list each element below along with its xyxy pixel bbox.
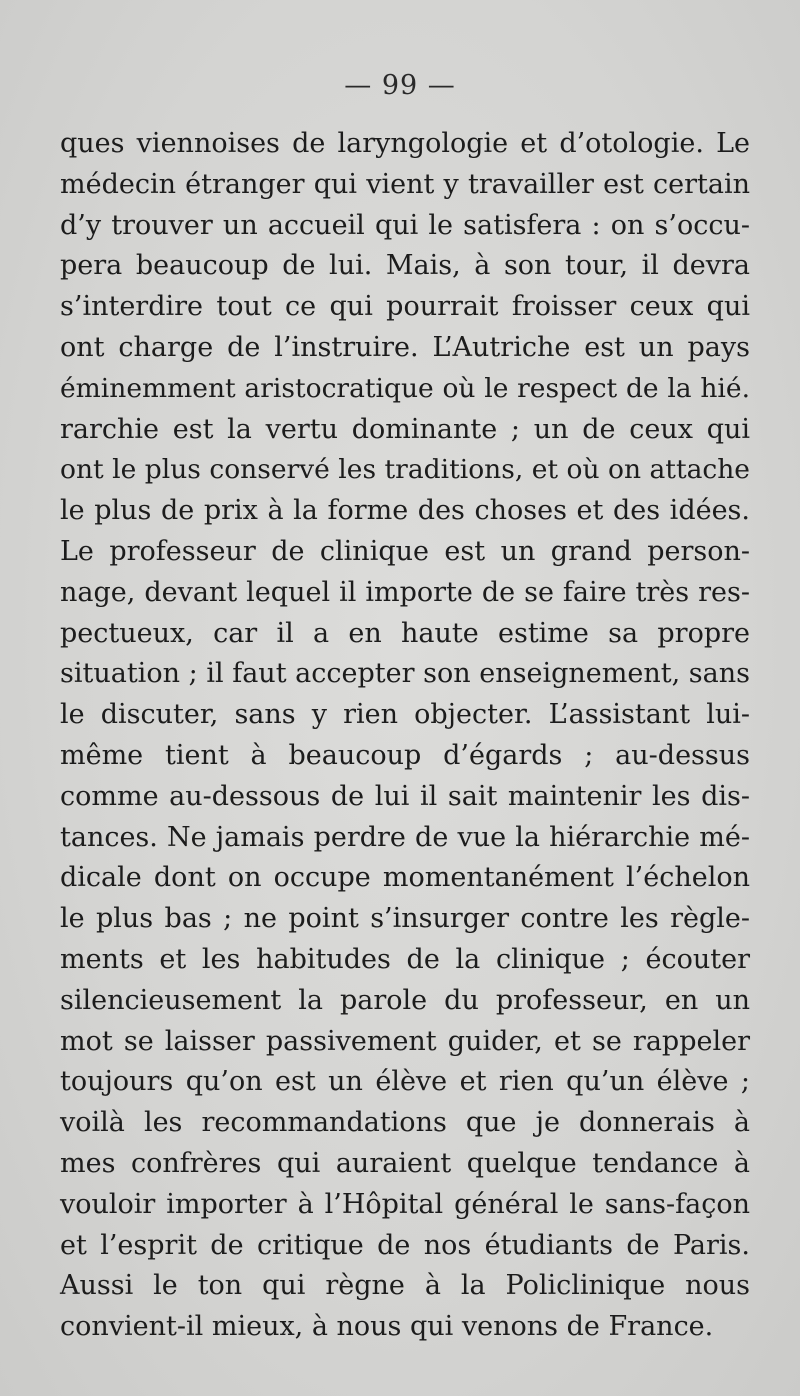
text-line: situation ; il faut accepter son enseignement, sans [60, 658, 750, 690]
text-line: pera beaucoup de lui. Mais, à son tour, il devra [60, 250, 750, 282]
text-line: vouloir importer à l’Hôpital général le sans-façon [60, 1188, 750, 1220]
text-line: silencieusement la parole du professeur, en un [60, 984, 750, 1016]
text-line: toujours qu’on est un élève et rien qu’un élève ; [60, 1066, 750, 1098]
text-line: le plus bas ; ne point s’insurger contre les règle- [60, 903, 750, 935]
text-line: mes confrères qui auraient quelque tendance à [60, 1147, 750, 1179]
text-line: voilà les recommandations que je donnerais à [60, 1107, 750, 1139]
text-line: Le professeur de clinique est un grand person- [60, 535, 750, 567]
text-line: le discuter, sans y rien objecter. L’assistant lui- [60, 699, 750, 731]
text-line: rarchie est la vertu dominante ; un de ceux qui [60, 413, 750, 445]
text-line: comme au-dessous de lui il sait maintenir les dis- [60, 780, 750, 812]
text-line: dicale dont on occupe momentanément l’échelon [60, 862, 750, 894]
text-line: d’y trouver un accueil qui le satisfera : on s’occu- [60, 209, 750, 241]
text-line: tances. Ne jamais perdre de vue la hiérarchie mé- [60, 821, 750, 853]
text-line: mot se laisser passivement guider, et se rappeler [60, 1025, 750, 1057]
text-line: médecin étranger qui vient y travailler est certain [60, 168, 750, 200]
text-line: nage, devant lequel il importe de se faire très res- [60, 576, 750, 608]
text-line: ont le plus conservé les traditions, et où on attache [60, 454, 750, 486]
text-line: ques viennoises de laryngologie et d’otologie. Le [60, 128, 750, 159]
page-number: — 99 — [344, 70, 456, 101]
text-line: s’interdire tout ce qui pourrait froisser ceux qui [60, 291, 750, 323]
text-line: même tient à beaucoup d’égards ; au-dessus [60, 739, 750, 771]
text-line: et l’esprit de critique de nos étudiants de Paris. [60, 1229, 750, 1261]
text-line: le plus de prix à la forme des choses et des idées. [60, 495, 750, 527]
text-line: Aussi le ton qui règne à la Policlinique nous [60, 1270, 750, 1302]
text-line: ments et les habitudes de la clinique ; écouter [60, 943, 750, 975]
text-line: éminemment aristocratique où le respect de la hié. [60, 372, 750, 404]
text-line: ont charge de l’instruire. L’Autriche est un pays [60, 331, 750, 363]
text-line: convient-il mieux, à nous qui venons de France. [60, 1311, 714, 1343]
body-text [60, 124, 750, 1348]
text-line: pectueux, car il a en haute estime sa propre [60, 617, 750, 649]
